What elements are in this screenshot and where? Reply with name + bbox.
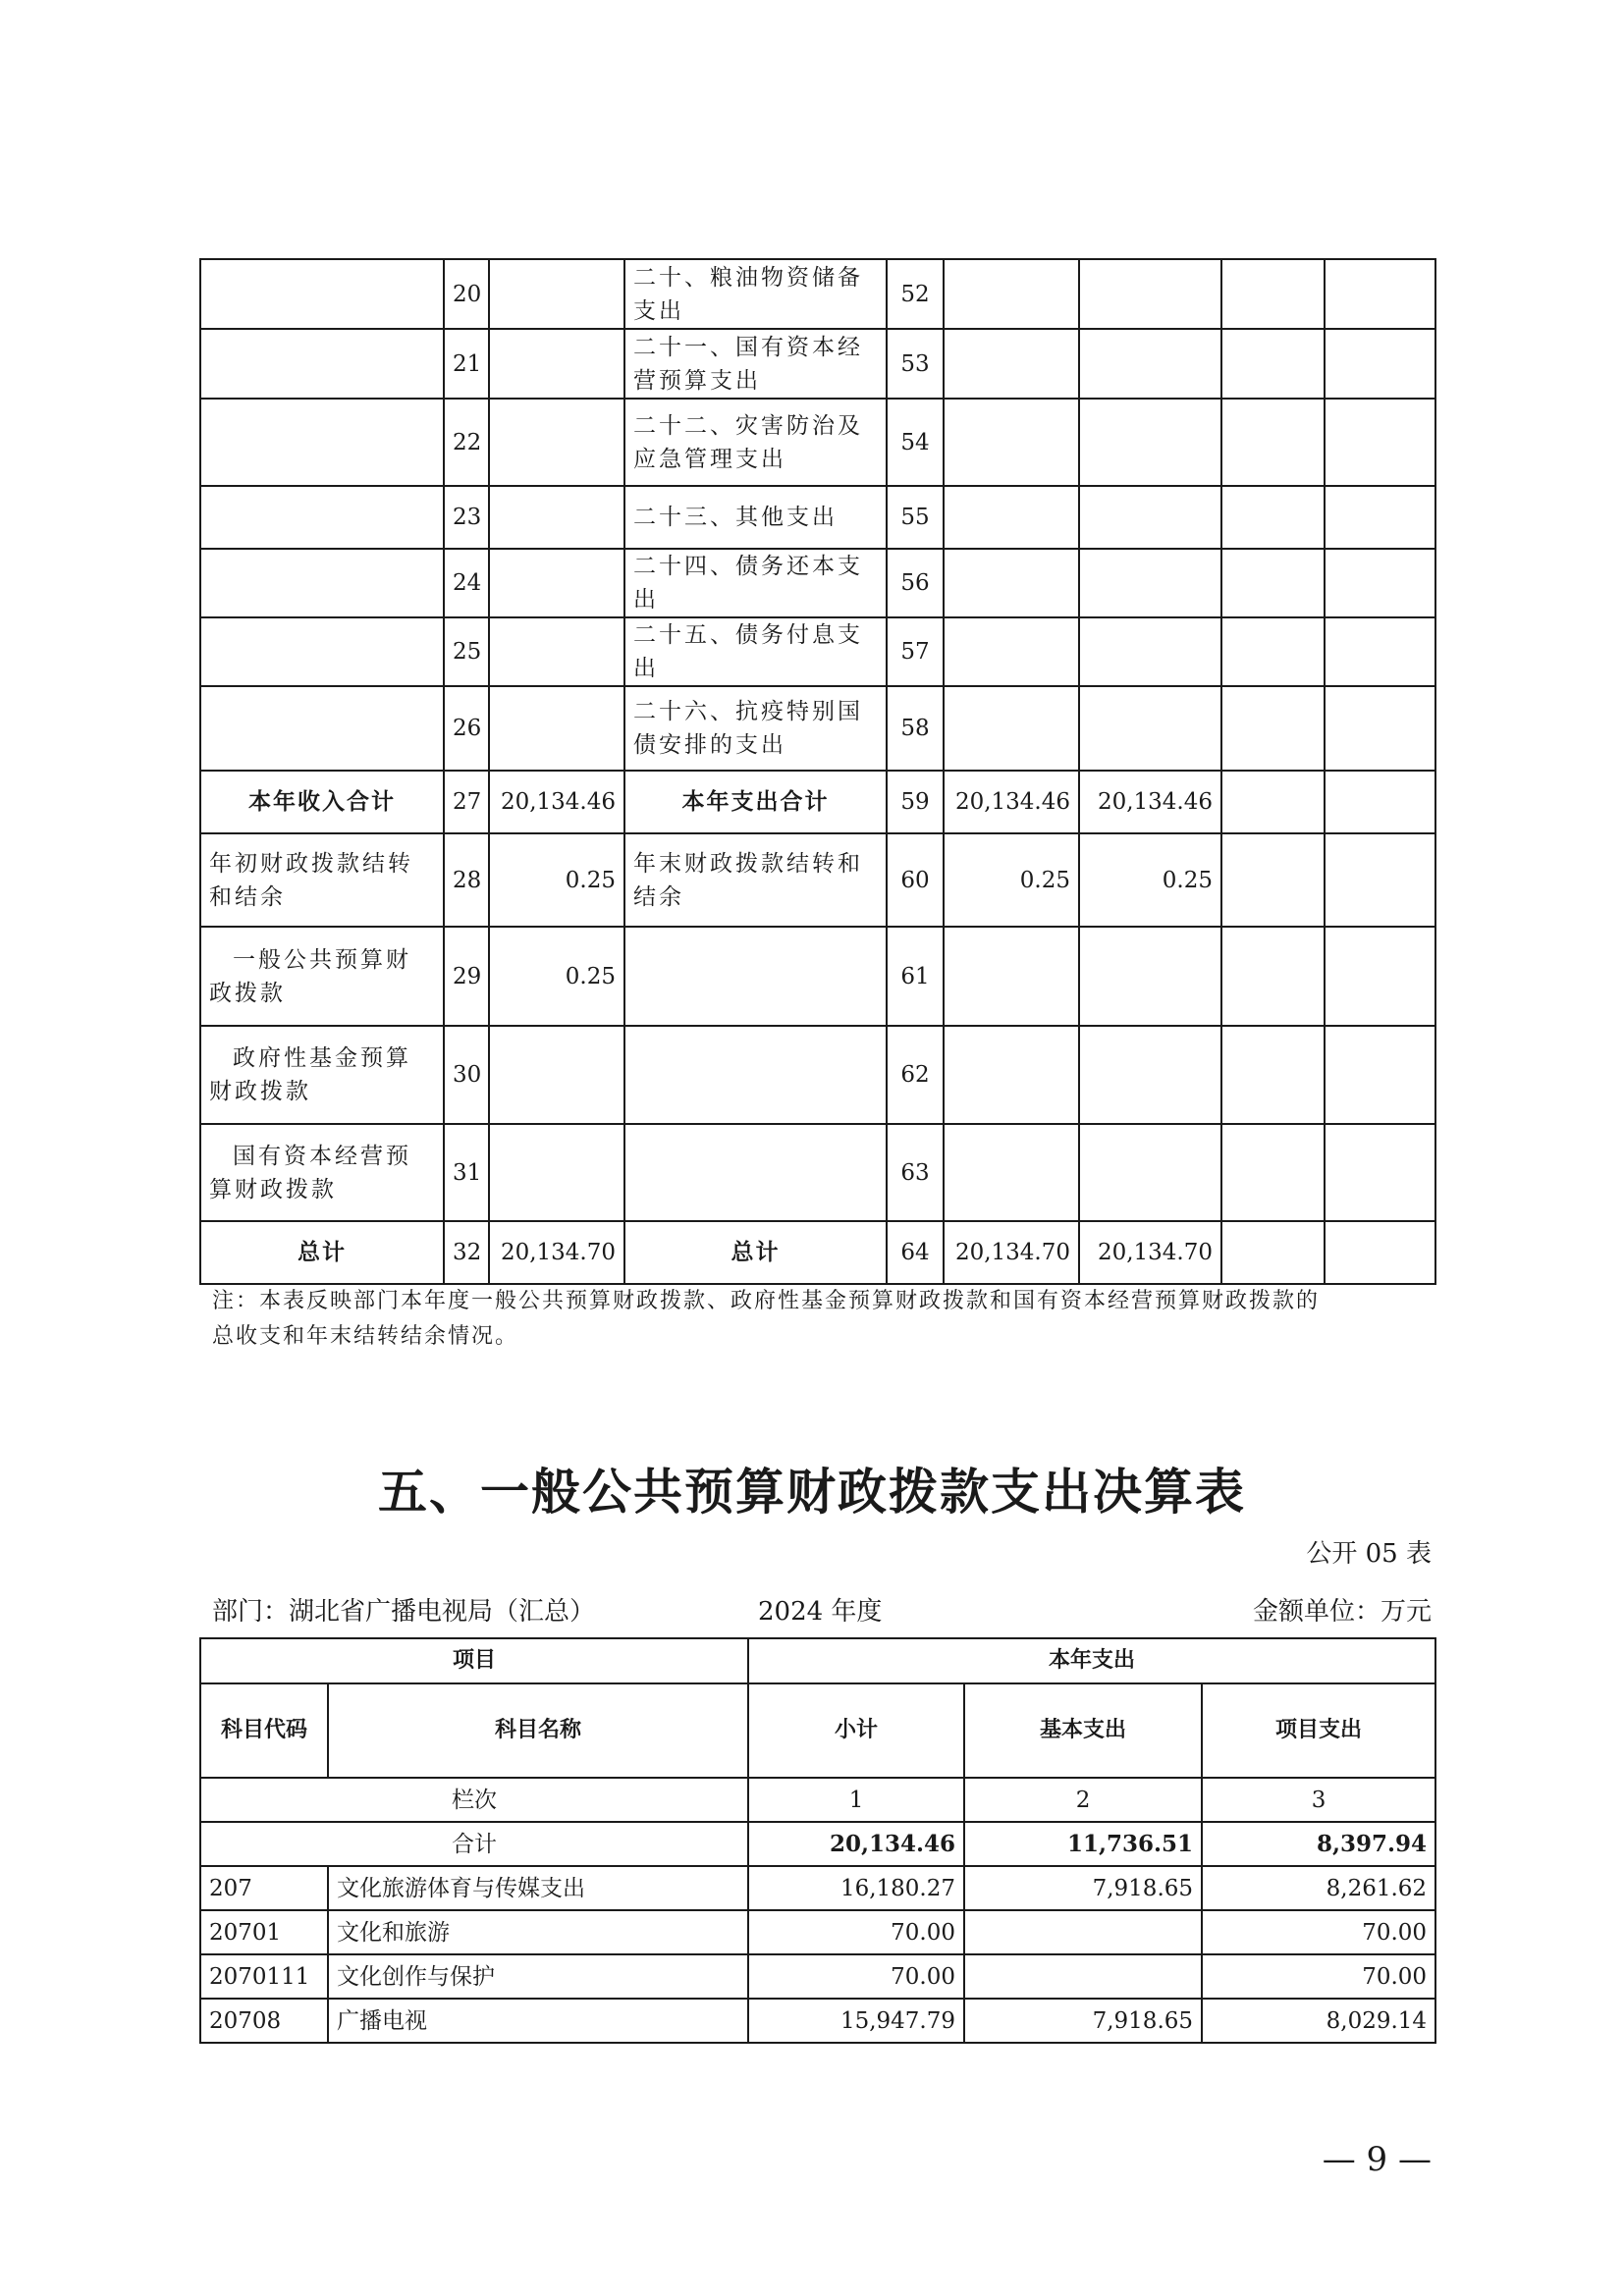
table-row: 20 二十、粮油物资储备支出 52 (200, 259, 1435, 329)
general-budget-expenditure-table (199, 1637, 1436, 2044)
header-project-expense: 项目支出 (1202, 1683, 1435, 1778)
header-project: 项目 (200, 1638, 748, 1683)
state-capital-row: 国有资本经营预算财政拨款 31 63 (200, 1124, 1435, 1221)
carry-over-row: 年初财政拨款结转和结余 28 0.25 年末财政拨款结转和结余 60 0.25 0.25 (200, 833, 1435, 927)
table-row: 20708 广播电视 15,947.79 7,918.65 8,029.14 (200, 1999, 1435, 2043)
expense-item: 二十二、灾害防治及应急管理支出 (624, 399, 887, 486)
column-number-row: 栏次 1 2 3 (200, 1778, 1435, 1822)
header-code: 科目代码 (200, 1683, 328, 1778)
header-row (200, 1683, 1435, 1778)
header-current-year: 本年支出 (748, 1638, 1435, 1683)
income-expense-table-continued (199, 258, 1436, 1285)
table-row: 23 二十三、其他支出 55 (200, 486, 1435, 549)
header-name: 科目名称 (328, 1683, 748, 1778)
table-row: 24 二十四、债务还本支出 56 (200, 549, 1435, 617)
amount-unit-label: 金额单位：万元 (1252, 1597, 1432, 1627)
table-row: 25 二十五、债务付息支出 57 (200, 617, 1435, 686)
fiscal-year-label: 2024 年度 (758, 1597, 883, 1627)
header-row (200, 1638, 1435, 1683)
gov-fund-row: 政府性基金预算财政拨款 30 62 (200, 1026, 1435, 1124)
table-row: 2070111 文化创作与保护 70.00 70.00 (200, 1954, 1435, 1999)
header-basic: 基本支出 (964, 1683, 1202, 1778)
department-label: 部门：湖北省广播电视局（汇总） (212, 1597, 596, 1627)
table-row: 20701 文化和旅游 70.00 70.00 (200, 1910, 1435, 1954)
table-note: 注：本表反映部门本年度一般公共预算财政拨款、政府性基金预算财政拨款和国有资本经营预算财政拨款的总收支和年末结转结余情况。 (212, 1289, 1321, 1349)
expense-item: 二十三、其他支出 (624, 486, 887, 549)
expense-item: 二十五、债务付息支出 (624, 617, 887, 686)
page-number: — 9 — (1322, 2140, 1432, 2179)
grand-total-row: 总计 32 20,134.70 总计 64 20,134.70 20,134.70 (200, 1221, 1435, 1284)
table-row: 22 二十二、灾害防治及应急管理支出 54 (200, 399, 1435, 486)
expense-item: 二十一、国有资本经营预算支出 (624, 329, 887, 399)
general-budget-row: 一般公共预算财政拨款 29 0.25 61 (200, 927, 1435, 1026)
section-title: 五、一般公共预算财政拨款支出决算表 (378, 1464, 1246, 1521)
expense-item: 二十、粮油物资储备支出 (624, 259, 887, 329)
header-subtotal: 小计 (748, 1683, 964, 1778)
table-row: 26 二十六、抗疫特别国债安排的支出 58 (200, 686, 1435, 771)
table-row: 207 文化旅游体育与传媒支出 16,180.27 7,918.65 8,261.62 (200, 1866, 1435, 1910)
total-row: 合计 20,134.46 11,736.51 8,397.94 (200, 1822, 1435, 1866)
expense-item: 二十六、抗疫特别国债安排的支出 (624, 686, 887, 771)
table-number: 公开 05 表 (1306, 1539, 1432, 1569)
table-row: 21 二十一、国有资本经营预算支出 53 (200, 329, 1435, 399)
income-total-row: 本年收入合计 27 20,134.46 本年支出合计 59 20,134.46 20,134.46 (200, 771, 1435, 833)
expense-item: 二十四、债务还本支出 (624, 549, 887, 617)
